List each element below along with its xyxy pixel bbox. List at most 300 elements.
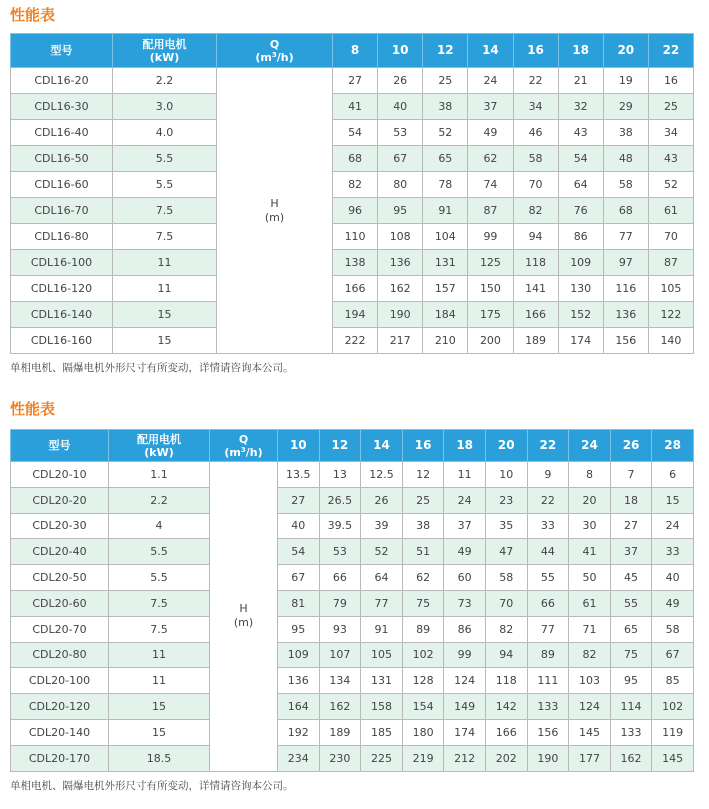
head-value-cell: 33 xyxy=(527,513,569,539)
head-value-cell: 91 xyxy=(423,198,468,224)
head-value-cell: 93 xyxy=(319,616,361,642)
header-row xyxy=(11,430,694,462)
head-value-cell: 18 xyxy=(610,487,652,513)
header-flow-value: 10 xyxy=(378,34,423,68)
head-value-cell: 94 xyxy=(513,224,558,250)
head-value-cell: 166 xyxy=(513,302,558,328)
head-value-cell: 55 xyxy=(610,590,652,616)
head-value-cell: 136 xyxy=(378,250,423,276)
head-value-cell: 219 xyxy=(402,745,444,771)
head-value-cell: 118 xyxy=(513,250,558,276)
head-value-cell: 80 xyxy=(378,172,423,198)
head-value-cell: 190 xyxy=(378,302,423,328)
power-cell: 5.5 xyxy=(113,172,217,198)
power-cell: 2.2 xyxy=(109,487,210,513)
header-motor-label: 配用电机 xyxy=(137,432,181,446)
head-value-cell: 145 xyxy=(569,719,611,745)
header-q-label: Q xyxy=(269,37,280,51)
head-value-cell: 145 xyxy=(652,745,694,771)
power-cell: 18.5 xyxy=(109,745,210,771)
table-row xyxy=(11,668,694,694)
head-value-cell: 61 xyxy=(648,198,693,224)
head-value-cell: 35 xyxy=(485,513,527,539)
head-value-cell: 40 xyxy=(652,565,694,591)
model-cell: CDL16-120 xyxy=(11,276,113,302)
head-value-cell: 85 xyxy=(652,668,694,694)
head-value-cell: 67 xyxy=(652,642,694,668)
power-cell: 11 xyxy=(109,668,210,694)
head-value-cell: 70 xyxy=(485,590,527,616)
head-value-cell: 71 xyxy=(569,616,611,642)
head-value-cell: 131 xyxy=(423,250,468,276)
head-value-cell: 162 xyxy=(610,745,652,771)
header-flow-value: 16 xyxy=(402,430,444,462)
table-row xyxy=(11,120,694,146)
head-value-cell: 32 xyxy=(558,94,603,120)
head-value-cell: 82 xyxy=(333,172,378,198)
head-value-cell: 74 xyxy=(468,172,513,198)
header-flow-value: 20 xyxy=(603,34,648,68)
table-row xyxy=(11,172,694,198)
header-q-label: Q xyxy=(238,432,249,446)
table-row xyxy=(11,616,694,642)
header-motor-unit: (kW) xyxy=(149,50,180,64)
head-value-cell: 190 xyxy=(527,745,569,771)
model-cell: CDL20-50 xyxy=(11,565,109,591)
head-value-cell: 54 xyxy=(278,539,320,565)
head-value-cell: 46 xyxy=(513,120,558,146)
head-value-cell: 174 xyxy=(444,719,486,745)
head-value-cell: 87 xyxy=(468,198,513,224)
header-motor-unit: (kW) xyxy=(144,445,174,459)
head-value-cell: 52 xyxy=(423,120,468,146)
header-flow-value: 18 xyxy=(444,430,486,462)
table-row xyxy=(11,539,694,565)
head-value-cell: 89 xyxy=(402,616,444,642)
header-flow-q xyxy=(210,430,278,462)
header-flow-value: 22 xyxy=(527,430,569,462)
table-row xyxy=(11,487,694,513)
head-value-cell: 9 xyxy=(527,462,569,488)
head-value-cell: 162 xyxy=(378,276,423,302)
table-row xyxy=(11,513,694,539)
head-value-cell: 189 xyxy=(319,719,361,745)
power-cell: 15 xyxy=(113,328,217,354)
head-value-cell: 156 xyxy=(603,328,648,354)
footnote-2: 单相电机、隔爆电机外形尺寸有所变动，详情请咨询本公司。 xyxy=(10,780,294,792)
head-value-cell: 154 xyxy=(402,694,444,720)
head-value-cell: 99 xyxy=(444,642,486,668)
head-value-cell: 110 xyxy=(333,224,378,250)
head-value-cell: 34 xyxy=(513,94,558,120)
head-value-cell: 105 xyxy=(361,642,403,668)
head-value-cell: 164 xyxy=(278,694,320,720)
head-value-cell: 103 xyxy=(569,668,611,694)
header-flow-value: 20 xyxy=(485,430,527,462)
head-value-cell: 8 xyxy=(569,462,611,488)
head-value-cell: 104 xyxy=(423,224,468,250)
head-value-cell: 78 xyxy=(423,172,468,198)
head-value-cell: 189 xyxy=(513,328,558,354)
head-value-cell: 133 xyxy=(610,719,652,745)
model-cell: CDL16-30 xyxy=(11,94,113,120)
table-row xyxy=(11,462,694,488)
head-value-cell: 6 xyxy=(652,462,694,488)
head-value-cell: 134 xyxy=(319,668,361,694)
model-cell: CDL16-160 xyxy=(11,328,113,354)
head-value-cell: 124 xyxy=(569,694,611,720)
head-value-cell: 43 xyxy=(558,120,603,146)
head-value-cell: 44 xyxy=(527,539,569,565)
head-value-cell: 39 xyxy=(361,513,403,539)
header-q-unit-sup: 3 xyxy=(271,50,277,59)
head-value-cell: 38 xyxy=(423,94,468,120)
head-value-cell: 77 xyxy=(527,616,569,642)
model-cell: CDL20-10 xyxy=(11,462,109,488)
head-value-cell: 45 xyxy=(610,565,652,591)
head-value-cell: 67 xyxy=(378,146,423,172)
header-flow-value: 16 xyxy=(513,34,558,68)
head-value-cell: 225 xyxy=(361,745,403,771)
head-value-cell: 22 xyxy=(513,68,558,94)
performance-table-cdl16 xyxy=(10,33,694,354)
header-model: 型号 xyxy=(11,34,113,68)
head-value-cell: 7 xyxy=(610,462,652,488)
head-value-cell: 52 xyxy=(361,539,403,565)
head-value-cell: 16 xyxy=(648,68,693,94)
header-q-unit-prefix: (m xyxy=(255,50,272,64)
head-value-cell: 12 xyxy=(402,462,444,488)
head-value-cell: 37 xyxy=(468,94,513,120)
head-h-unit: (m) xyxy=(233,616,254,630)
head-value-cell: 86 xyxy=(444,616,486,642)
head-value-cell: 26 xyxy=(378,68,423,94)
head-value-cell: 11 xyxy=(444,462,486,488)
section-title-1: 性能表 xyxy=(10,6,56,24)
table-row xyxy=(11,94,694,120)
power-cell: 11 xyxy=(113,276,217,302)
head-value-cell: 184 xyxy=(423,302,468,328)
head-value-cell: 34 xyxy=(648,120,693,146)
power-cell: 1.1 xyxy=(109,462,210,488)
model-cell: CDL20-100 xyxy=(11,668,109,694)
head-value-cell: 49 xyxy=(468,120,513,146)
head-value-cell: 15 xyxy=(652,487,694,513)
head-value-cell: 76 xyxy=(558,198,603,224)
table-row xyxy=(11,642,694,668)
head-value-cell: 61 xyxy=(569,590,611,616)
head-value-cell: 24 xyxy=(444,487,486,513)
head-value-cell: 54 xyxy=(333,120,378,146)
head-value-cell: 22 xyxy=(527,487,569,513)
head-value-cell: 102 xyxy=(652,694,694,720)
head-value-cell: 13.5 xyxy=(278,462,320,488)
model-cell: CDL20-140 xyxy=(11,719,109,745)
header-model: 型号 xyxy=(11,430,109,462)
head-value-cell: 95 xyxy=(378,198,423,224)
header-flow-value: 28 xyxy=(652,430,694,462)
head-value-cell: 12.5 xyxy=(361,462,403,488)
head-value-cell: 29 xyxy=(603,94,648,120)
head-value-cell: 58 xyxy=(485,565,527,591)
head-value-cell: 33 xyxy=(652,539,694,565)
head-value-cell: 41 xyxy=(333,94,378,120)
header-flow-value: 14 xyxy=(361,430,403,462)
head-value-cell: 24 xyxy=(468,68,513,94)
head-value-cell: 130 xyxy=(558,276,603,302)
head-value-cell: 109 xyxy=(278,642,320,668)
table-row xyxy=(11,68,694,94)
head-value-cell: 49 xyxy=(652,590,694,616)
head-value-cell: 73 xyxy=(444,590,486,616)
head-value-cell: 37 xyxy=(444,513,486,539)
head-value-cell: 185 xyxy=(361,719,403,745)
table-row xyxy=(11,328,694,354)
model-cell: CDL16-140 xyxy=(11,302,113,328)
head-value-cell: 222 xyxy=(333,328,378,354)
header-flow-value: 22 xyxy=(648,34,693,68)
table-row xyxy=(11,590,694,616)
head-value-cell: 234 xyxy=(278,745,320,771)
head-value-cell: 212 xyxy=(444,745,486,771)
header-flow-q xyxy=(217,34,333,68)
head-value-cell: 79 xyxy=(319,590,361,616)
head-value-cell: 96 xyxy=(333,198,378,224)
head-value-cell: 62 xyxy=(468,146,513,172)
power-cell: 15 xyxy=(109,694,210,720)
model-cell: CDL20-20 xyxy=(11,487,109,513)
head-value-cell: 23 xyxy=(485,487,527,513)
performance-table-cdl20 xyxy=(10,429,694,772)
head-value-cell: 20 xyxy=(569,487,611,513)
model-cell: CDL20-30 xyxy=(11,513,109,539)
head-value-cell: 116 xyxy=(603,276,648,302)
model-cell: CDL16-80 xyxy=(11,224,113,250)
head-value-cell: 27 xyxy=(610,513,652,539)
head-value-cell: 95 xyxy=(610,668,652,694)
head-value-cell: 97 xyxy=(603,250,648,276)
header-motor-power xyxy=(109,430,210,462)
head-value-cell: 37 xyxy=(610,539,652,565)
head-value-cell: 91 xyxy=(361,616,403,642)
power-cell: 7.5 xyxy=(109,590,210,616)
head-value-cell: 202 xyxy=(485,745,527,771)
head-value-cell: 40 xyxy=(278,513,320,539)
head-value-cell: 124 xyxy=(444,668,486,694)
head-value-cell: 180 xyxy=(402,719,444,745)
head-value-cell: 64 xyxy=(361,565,403,591)
model-cell: CDL16-100 xyxy=(11,250,113,276)
head-value-cell: 107 xyxy=(319,642,361,668)
model-cell: CDL20-40 xyxy=(11,539,109,565)
head-value-cell: 77 xyxy=(603,224,648,250)
head-value-cell: 21 xyxy=(558,68,603,94)
head-value-cell: 26 xyxy=(361,487,403,513)
head-value-cell: 27 xyxy=(333,68,378,94)
head-value-cell: 162 xyxy=(319,694,361,720)
head-value-cell: 156 xyxy=(527,719,569,745)
head-value-cell: 136 xyxy=(603,302,648,328)
power-cell: 7.5 xyxy=(109,616,210,642)
head-value-cell: 133 xyxy=(527,694,569,720)
header-q-unit-sup: 3 xyxy=(240,445,246,454)
head-value-cell: 38 xyxy=(402,513,444,539)
head-value-cell: 174 xyxy=(558,328,603,354)
head-h-unit: (m) xyxy=(264,210,285,224)
power-cell: 5.5 xyxy=(109,539,210,565)
head-value-cell: 82 xyxy=(485,616,527,642)
head-value-cell: 10 xyxy=(485,462,527,488)
head-value-cell: 118 xyxy=(485,668,527,694)
head-value-cell: 95 xyxy=(278,616,320,642)
head-h-label: H xyxy=(270,196,279,210)
head-value-cell: 138 xyxy=(333,250,378,276)
head-value-cell: 157 xyxy=(423,276,468,302)
head-value-cell: 58 xyxy=(513,146,558,172)
head-value-cell: 47 xyxy=(485,539,527,565)
power-cell: 5.5 xyxy=(109,565,210,591)
power-cell: 15 xyxy=(113,302,217,328)
model-cell: CDL20-60 xyxy=(11,590,109,616)
head-value-cell: 158 xyxy=(361,694,403,720)
power-cell: 11 xyxy=(113,250,217,276)
head-value-cell: 65 xyxy=(610,616,652,642)
header-flow-value: 18 xyxy=(558,34,603,68)
footnote-1: 单相电机、隔爆电机外形尺寸有所变动，详情请咨询本公司。 xyxy=(10,362,294,374)
head-value-cell: 51 xyxy=(402,539,444,565)
head-value-cell: 50 xyxy=(569,565,611,591)
header-flow-value: 14 xyxy=(468,34,513,68)
table-row xyxy=(11,146,694,172)
header-motor-power xyxy=(113,34,217,68)
head-value-cell: 66 xyxy=(319,565,361,591)
head-value-cell: 94 xyxy=(485,642,527,668)
head-value-cell: 192 xyxy=(278,719,320,745)
head-value-cell: 194 xyxy=(333,302,378,328)
head-value-cell: 87 xyxy=(648,250,693,276)
power-cell: 5.5 xyxy=(113,146,217,172)
header-q-unit-prefix: (m xyxy=(224,445,241,459)
head-value-cell: 105 xyxy=(648,276,693,302)
power-cell: 4.0 xyxy=(113,120,217,146)
power-cell: 4 xyxy=(109,513,210,539)
head-value-cell: 82 xyxy=(513,198,558,224)
head-value-cell: 200 xyxy=(468,328,513,354)
head-value-cell: 27 xyxy=(278,487,320,513)
head-value-cell: 55 xyxy=(527,565,569,591)
head-value-cell: 141 xyxy=(513,276,558,302)
head-value-cell: 25 xyxy=(648,94,693,120)
header-flow-value: 12 xyxy=(319,430,361,462)
head-value-cell: 119 xyxy=(652,719,694,745)
table-row xyxy=(11,250,694,276)
model-cell: CDL20-120 xyxy=(11,694,109,720)
head-h-label: H xyxy=(239,602,248,616)
head-value-cell: 128 xyxy=(402,668,444,694)
power-cell: 3.0 xyxy=(113,94,217,120)
head-h-cell xyxy=(217,68,333,354)
model-cell: CDL16-60 xyxy=(11,172,113,198)
head-value-cell: 150 xyxy=(468,276,513,302)
head-value-cell: 53 xyxy=(319,539,361,565)
model-cell: CDL16-70 xyxy=(11,198,113,224)
head-value-cell: 149 xyxy=(444,694,486,720)
head-value-cell: 40 xyxy=(378,94,423,120)
head-value-cell: 24 xyxy=(652,513,694,539)
head-value-cell: 125 xyxy=(468,250,513,276)
table-row xyxy=(11,719,694,745)
model-cell: CDL20-80 xyxy=(11,642,109,668)
head-value-cell: 152 xyxy=(558,302,603,328)
head-value-cell: 142 xyxy=(485,694,527,720)
head-value-cell: 131 xyxy=(361,668,403,694)
head-value-cell: 217 xyxy=(378,328,423,354)
head-value-cell: 114 xyxy=(610,694,652,720)
power-cell: 11 xyxy=(109,642,210,668)
table-row xyxy=(11,694,694,720)
head-value-cell: 230 xyxy=(319,745,361,771)
head-value-cell: 25 xyxy=(423,68,468,94)
head-value-cell: 13 xyxy=(319,462,361,488)
head-value-cell: 54 xyxy=(558,146,603,172)
head-value-cell: 53 xyxy=(378,120,423,146)
head-value-cell: 81 xyxy=(278,590,320,616)
head-value-cell: 66 xyxy=(527,590,569,616)
head-value-cell: 77 xyxy=(361,590,403,616)
head-value-cell: 111 xyxy=(527,668,569,694)
head-value-cell: 68 xyxy=(333,146,378,172)
table-row xyxy=(11,198,694,224)
head-h-cell xyxy=(210,462,278,772)
head-value-cell: 75 xyxy=(402,590,444,616)
table-row xyxy=(11,565,694,591)
head-value-cell: 19 xyxy=(603,68,648,94)
head-value-cell: 49 xyxy=(444,539,486,565)
header-flow-value: 10 xyxy=(278,430,320,462)
section-title-2: 性能表 xyxy=(10,400,56,418)
head-value-cell: 102 xyxy=(402,642,444,668)
head-value-cell: 38 xyxy=(603,120,648,146)
header-q-unit-suffix: /h) xyxy=(245,445,263,459)
head-value-cell: 26.5 xyxy=(319,487,361,513)
model-cell: CDL16-50 xyxy=(11,146,113,172)
head-value-cell: 58 xyxy=(603,172,648,198)
table-row xyxy=(11,276,694,302)
head-value-cell: 82 xyxy=(569,642,611,668)
head-value-cell: 39.5 xyxy=(319,513,361,539)
model-cell: CDL16-20 xyxy=(11,68,113,94)
head-value-cell: 210 xyxy=(423,328,468,354)
head-value-cell: 109 xyxy=(558,250,603,276)
head-value-cell: 43 xyxy=(648,146,693,172)
power-cell: 7.5 xyxy=(113,224,217,250)
head-value-cell: 86 xyxy=(558,224,603,250)
head-value-cell: 67 xyxy=(278,565,320,591)
head-value-cell: 136 xyxy=(278,668,320,694)
head-value-cell: 99 xyxy=(468,224,513,250)
table-row xyxy=(11,302,694,328)
head-value-cell: 140 xyxy=(648,328,693,354)
header-flow-value: 12 xyxy=(423,34,468,68)
head-value-cell: 70 xyxy=(513,172,558,198)
model-cell: CDL16-40 xyxy=(11,120,113,146)
header-row xyxy=(11,34,694,68)
head-value-cell: 68 xyxy=(603,198,648,224)
head-value-cell: 41 xyxy=(569,539,611,565)
head-value-cell: 64 xyxy=(558,172,603,198)
header-q-unit-suffix: /h) xyxy=(276,50,294,64)
head-value-cell: 108 xyxy=(378,224,423,250)
